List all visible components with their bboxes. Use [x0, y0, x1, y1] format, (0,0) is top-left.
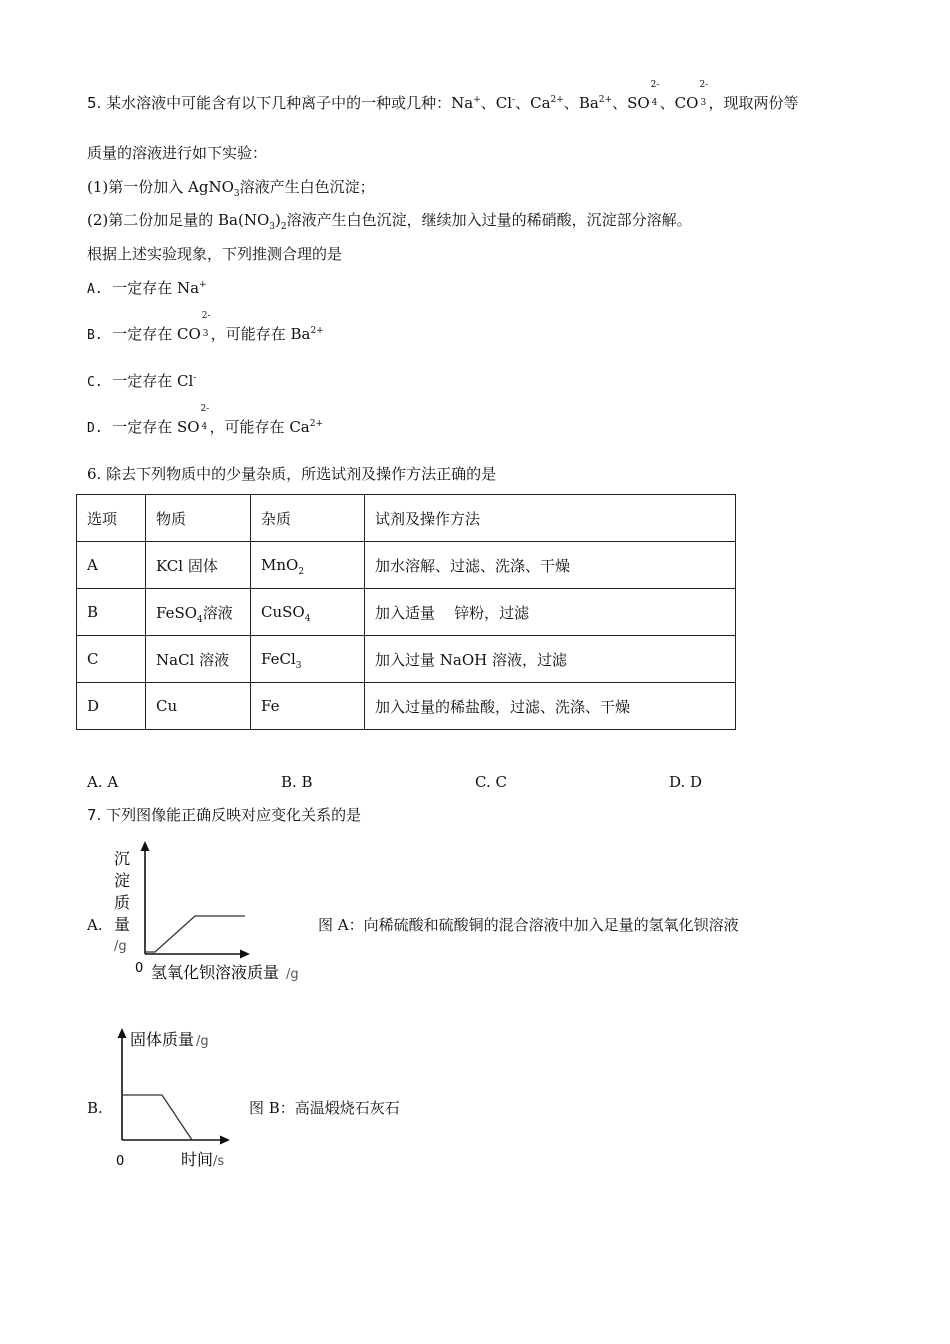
chart-a-x-unit: /g: [286, 967, 299, 982]
subscript: 2: [298, 567, 305, 577]
q7-caption-a: 图 A：向稀硫酸和硫酸铜的混合溶液中加入足量的氢氧化钡溶液: [318, 916, 739, 934]
chart-b-y-unit: /g: [196, 1034, 209, 1049]
chart-b: [105, 1020, 245, 1170]
chart-a: [105, 838, 315, 988]
q5-stem-suffix: ，现取两份等: [708, 94, 799, 112]
header-cell: 杂质: [251, 495, 365, 542]
chart-b-origin: 0: [116, 1154, 125, 1169]
q5-stem-prefix: 某水溶液中可能含有以下几种离子中的一种或几种：: [106, 94, 452, 112]
chart-b-ylabel: 固体质量: [130, 1030, 195, 1049]
text: FeCl: [261, 650, 296, 668]
cell-method: 加入过量的稀盐酸，过滤、洗涤、干燥: [365, 683, 736, 730]
text: (1)第一份加入 AgNO: [87, 178, 234, 196]
q5-ask: 根据上述实验现象，下列推测合理的是: [87, 245, 343, 263]
ion-charge: 2+: [598, 95, 613, 105]
q7-stem: [87, 805, 361, 825]
chart-a-ylabel-char: 量: [114, 915, 131, 934]
cell-method: 加入过量 NaOH 溶液，过滤: [365, 636, 736, 683]
ion-charge: 2+: [309, 419, 324, 429]
chart-a-ylabel-char: 沉: [114, 849, 131, 868]
chart-a-ylabel-char: 质: [114, 893, 131, 912]
ion-co3-script: [201, 311, 211, 344]
text: 溶液: [202, 603, 233, 622]
ion-charge: -: [512, 95, 516, 105]
ion-so4-script: [650, 80, 660, 113]
ion-so4: SO: [627, 94, 650, 112]
q7-option-b-label[interactable]: B.: [87, 1099, 103, 1117]
separator: 、: [563, 94, 579, 112]
q7-caption-b: 图 B：高温煅烧石灰石: [249, 1099, 400, 1117]
cell-impurity: [251, 542, 365, 589]
subscript: 2: [280, 222, 287, 232]
chart-a-y-unit: /g: [114, 939, 127, 954]
option-text: 一定存在 Cl: [112, 372, 194, 390]
q6-answer-b[interactable]: B. B: [281, 773, 313, 791]
header-cell: 选项: [77, 495, 146, 542]
subscript: 3: [233, 189, 240, 199]
q5-option-c[interactable]: [87, 371, 196, 393]
text: NaCl 溶液: [156, 650, 230, 669]
ion-charge: 2+: [310, 326, 324, 336]
chart-a-x-arrow: [240, 950, 250, 959]
text: Cu: [156, 697, 178, 715]
ion-co3-script: [698, 80, 709, 113]
ion-subscript: 3: [202, 329, 209, 339]
ion-charge: 2-: [699, 80, 709, 90]
q5-experiment-1: [87, 177, 375, 197]
cell-impurity: [251, 683, 365, 730]
cell-option: D: [77, 683, 146, 730]
chart-b-x-unit: /s: [213, 1154, 225, 1169]
option-text: 一定存在 Na: [112, 279, 200, 297]
text: (2)第二份加足量的 Ba(NO: [87, 211, 270, 229]
q5-option-b[interactable]: [87, 311, 324, 346]
cell-method: 加水溶解、过滤、洗涤、干燥: [365, 542, 736, 589]
q7-option-a-label[interactable]: A.: [87, 916, 103, 934]
ion-charge: -: [193, 373, 197, 383]
cell-substance: [146, 636, 251, 683]
ion-so4-script: [200, 404, 210, 437]
q5-option-a[interactable]: [87, 278, 207, 300]
chart-a-origin: 0: [135, 961, 144, 976]
cell-impurity: [251, 589, 365, 636]
cell-option: B: [77, 589, 146, 636]
subscript: 4: [304, 614, 311, 624]
chart-a-ylabel-char: 淀: [114, 871, 131, 890]
cell-option: A: [77, 542, 146, 589]
ion-charge: 2-: [650, 80, 660, 90]
cell-impurity: [251, 636, 365, 683]
table-row: [77, 636, 736, 683]
chart-b-curve: [122, 1095, 192, 1140]
ion-charge: 2-: [201, 311, 211, 321]
option-text: 一定存在 SO: [112, 418, 200, 436]
table-row: [77, 589, 736, 636]
header-cell: 试剂及操作方法: [365, 495, 736, 542]
q5-stem-line2: 质量的溶液进行如下实验：: [87, 144, 268, 162]
option-text: ，可能存在 Ba: [210, 325, 311, 343]
cell-option: C: [77, 636, 146, 683]
text: 溶液产生白色沉淀，继续加入过量的稀硝酸，沉淀部分溶解。: [286, 211, 692, 229]
header-cell: 物质: [146, 495, 251, 542]
text: FeSO: [156, 603, 198, 622]
table-header-row: [77, 495, 736, 542]
cell-substance: [146, 589, 251, 636]
q7-number: 7.: [87, 806, 102, 824]
chart-b-y-arrow: [118, 1028, 127, 1038]
ion-subscript: 3: [700, 98, 707, 108]
subscript: 3: [269, 222, 275, 232]
q6-answer-d[interactable]: D. D: [669, 773, 703, 791]
chart-a-curve: [145, 916, 245, 952]
separator: 、: [659, 94, 675, 112]
chart-b-x-arrow: [220, 1136, 230, 1145]
option-letter: A.: [87, 282, 103, 297]
option-letter: B.: [87, 328, 103, 343]
ion-ca: Ca: [530, 94, 551, 112]
chart-a-xlabel: 氢氧化钡溶液质量: [151, 963, 280, 982]
text: KCl 固体: [156, 556, 218, 575]
chart-a-y-arrow: [141, 841, 150, 851]
q5-option-d[interactable]: [87, 404, 324, 439]
text: CuSO: [261, 603, 305, 621]
separator: 、: [480, 94, 496, 112]
separator: 、: [515, 94, 531, 112]
cell-substance: [146, 542, 251, 589]
text: Fe: [261, 697, 280, 715]
chart-b-xlabel: 时间: [181, 1150, 214, 1169]
cell-method: 加入适量 锌粉，过滤: [365, 589, 736, 636]
q6-answer-c[interactable]: C. C: [475, 773, 507, 791]
text: 溶液产生白色沉淀；: [239, 178, 375, 196]
ion-charge: +: [199, 280, 207, 290]
option-text: ，可能存在 Ca: [209, 418, 310, 436]
q5-experiment-2: [87, 210, 692, 230]
q7-stem-text: 下列图像能正确反映对应变化关系的是: [106, 806, 362, 824]
text: MnO: [261, 556, 299, 574]
ion-na: Na: [451, 94, 474, 112]
q5-stem-line1: [87, 80, 799, 113]
cell-substance: [146, 683, 251, 730]
text: ): [275, 211, 281, 229]
table-row: [77, 683, 736, 730]
ion-co3: CO: [674, 94, 699, 112]
ion-subscript: 4: [651, 98, 658, 108]
ion-charge: +: [473, 95, 481, 105]
separator: 、: [612, 94, 628, 112]
q6-answer-a[interactable]: A. A: [87, 773, 119, 791]
ion-ba: Ba: [578, 94, 599, 112]
option-letter: C.: [87, 375, 103, 390]
ion-charge: 2+: [550, 95, 564, 105]
ion-subscript: 4: [201, 422, 208, 432]
q6-stem: 6. 除去下列物质中的少量杂质，所选试剂及操作方法正确的是: [87, 465, 497, 483]
option-text: 一定存在 CO: [112, 325, 201, 343]
table-row: [77, 542, 736, 589]
ion-cl: Cl: [495, 94, 513, 112]
subscript: 3: [295, 661, 302, 671]
option-letter: D.: [87, 421, 103, 436]
q6-table: [76, 494, 736, 730]
q5-number: 5.: [87, 94, 102, 112]
ion-charge: 2-: [200, 404, 210, 414]
subscript: 4: [197, 614, 203, 625]
